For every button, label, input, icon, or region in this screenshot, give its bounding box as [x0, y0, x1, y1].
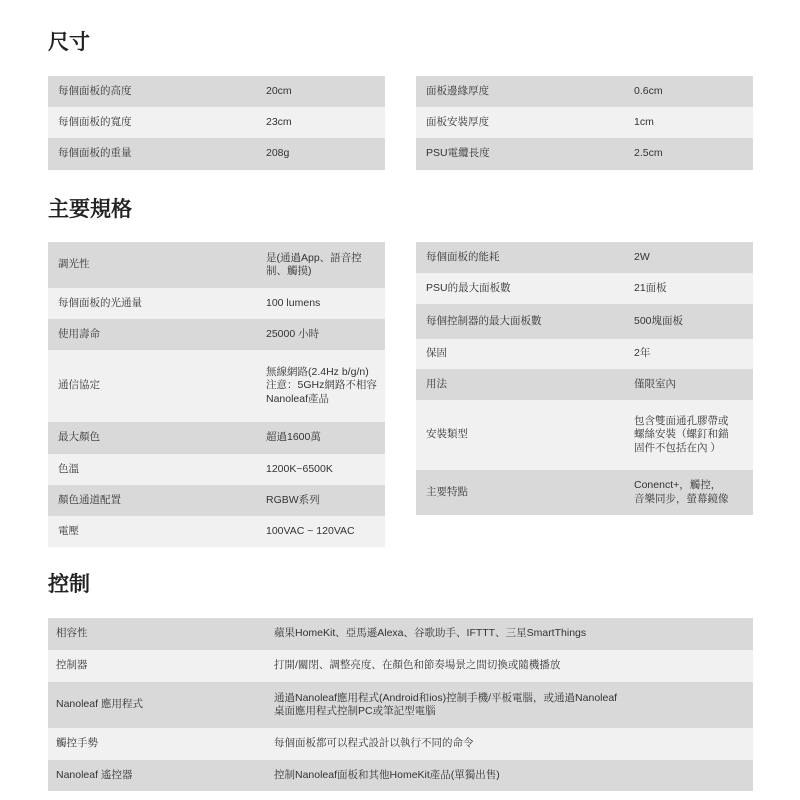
row-value: 25000 小時	[266, 327, 320, 340]
row-label: PSU的最大面板數	[426, 281, 511, 294]
row-value: 超過1600萬	[266, 431, 321, 444]
row-label: PSU電纜長度	[426, 147, 490, 160]
table-row	[416, 400, 753, 470]
row-label: 電壓	[58, 524, 79, 537]
row-value: 1200K~6500K	[266, 462, 333, 475]
row-label: 色溫	[58, 462, 79, 475]
row-value: 無線網路(2.4Hz b/g/n) 注意：5GHz網路不相容 Nanoleaf產品	[266, 366, 377, 405]
row-value: 僅限室內	[634, 377, 676, 390]
row-label: 每個面板的高度	[58, 84, 132, 97]
row-value: 2.5cm	[634, 147, 663, 160]
row-label: 顏色通道配置	[58, 493, 121, 506]
row-label: 每個控制器的最大面板數	[426, 314, 542, 327]
row-value: 1cm	[634, 115, 654, 128]
table-row	[48, 516, 385, 547]
row-value: 100 lumens	[266, 296, 321, 309]
row-value: 通過Nanoleaf應用程式(Android和ios)控制手機/平板電腦，或通過Nanoleaf 桌面應用程式控制PC或筆記型電腦	[274, 691, 618, 717]
row-value: RGBW系列	[266, 493, 320, 506]
row-label: 面板邊緣厚度	[426, 84, 489, 97]
table-row	[48, 422, 385, 454]
table-row	[48, 288, 385, 319]
row-label: 用法	[426, 377, 447, 390]
row-label: 相容性	[56, 627, 88, 640]
row-value: 2年	[634, 347, 651, 360]
table-row	[48, 350, 385, 422]
row-label: 觸控手勢	[56, 737, 98, 750]
table-row	[416, 107, 753, 138]
table-row	[48, 682, 753, 728]
table-row	[48, 485, 385, 516]
row-label: 每個面板的能耗	[426, 250, 500, 263]
row-label: 調光性	[58, 258, 90, 271]
row-value: 20cm	[266, 84, 292, 97]
row-label: 使用壽命	[58, 327, 100, 340]
row-label: 每個面板的重量	[58, 147, 132, 160]
table-row	[48, 760, 753, 791]
table-row	[416, 138, 753, 170]
row-label: 最大顏色	[58, 431, 100, 444]
table-row	[416, 369, 753, 400]
table-row	[48, 728, 753, 760]
row-value: 21面板	[634, 281, 667, 294]
table-row	[416, 470, 753, 515]
row-value: 500塊面板	[634, 314, 684, 327]
row-label: 通信協定	[58, 379, 100, 392]
row-value: 打開/關閉、調整亮度、在顏色和節奏場景之間切換或隨機播放	[274, 659, 561, 672]
section-title-control: 控制	[48, 573, 90, 596]
table-row	[416, 242, 753, 273]
table-row	[48, 319, 385, 350]
table-row	[48, 454, 385, 485]
row-label: Nanoleaf 應用程式	[56, 698, 143, 711]
row-value: 蘋果HomeKit、亞馬遜Alexa、谷歌助手、IFTTT、三星SmartThings	[274, 627, 587, 640]
table-row	[48, 76, 385, 107]
row-label: 每個面板的光通量	[58, 296, 142, 309]
row-value: 208g	[266, 147, 290, 160]
table-row	[48, 107, 385, 138]
section-title-specs: 主要規格	[48, 198, 132, 221]
table-row	[48, 138, 385, 170]
table-row	[48, 242, 385, 288]
table-row	[416, 76, 753, 107]
row-label: 每個面板的寬度	[58, 115, 132, 128]
row-value: 是(通過App、語音控 制、觸摸)	[266, 251, 362, 277]
row-label: 安裝類型	[426, 428, 468, 441]
table-row	[416, 273, 753, 304]
section-title-size: 尺寸	[48, 31, 90, 54]
row-label: 保固	[426, 347, 447, 360]
row-value: Conenct+，觸控， 音樂同步，螢幕鏡像	[634, 479, 729, 505]
table-row	[416, 339, 753, 369]
row-value: 23cm	[266, 115, 292, 128]
row-value: 控制Nanoleaf面板和其他HomeKit產品(單獨出售)	[274, 768, 500, 781]
table-row	[48, 618, 753, 650]
row-value: 2W	[634, 250, 650, 263]
row-label: Nanoleaf 遙控器	[56, 768, 133, 781]
row-value: 100VAC ~ 120VAC	[266, 524, 355, 537]
row-value: 包含雙面通孔膠帶或 螺絲安裝（螺釘和錨 固件不包括在內 ）	[634, 415, 729, 454]
row-value: 0.6cm	[634, 84, 663, 97]
table-row	[416, 304, 753, 339]
row-label: 主要特點	[426, 485, 468, 498]
row-value: 每個面板都可以程式設計以執行不同的命令	[274, 737, 474, 750]
row-label: 面板安裝厚度	[426, 115, 489, 128]
table-row	[48, 650, 753, 682]
row-label: 控制器	[56, 659, 88, 672]
